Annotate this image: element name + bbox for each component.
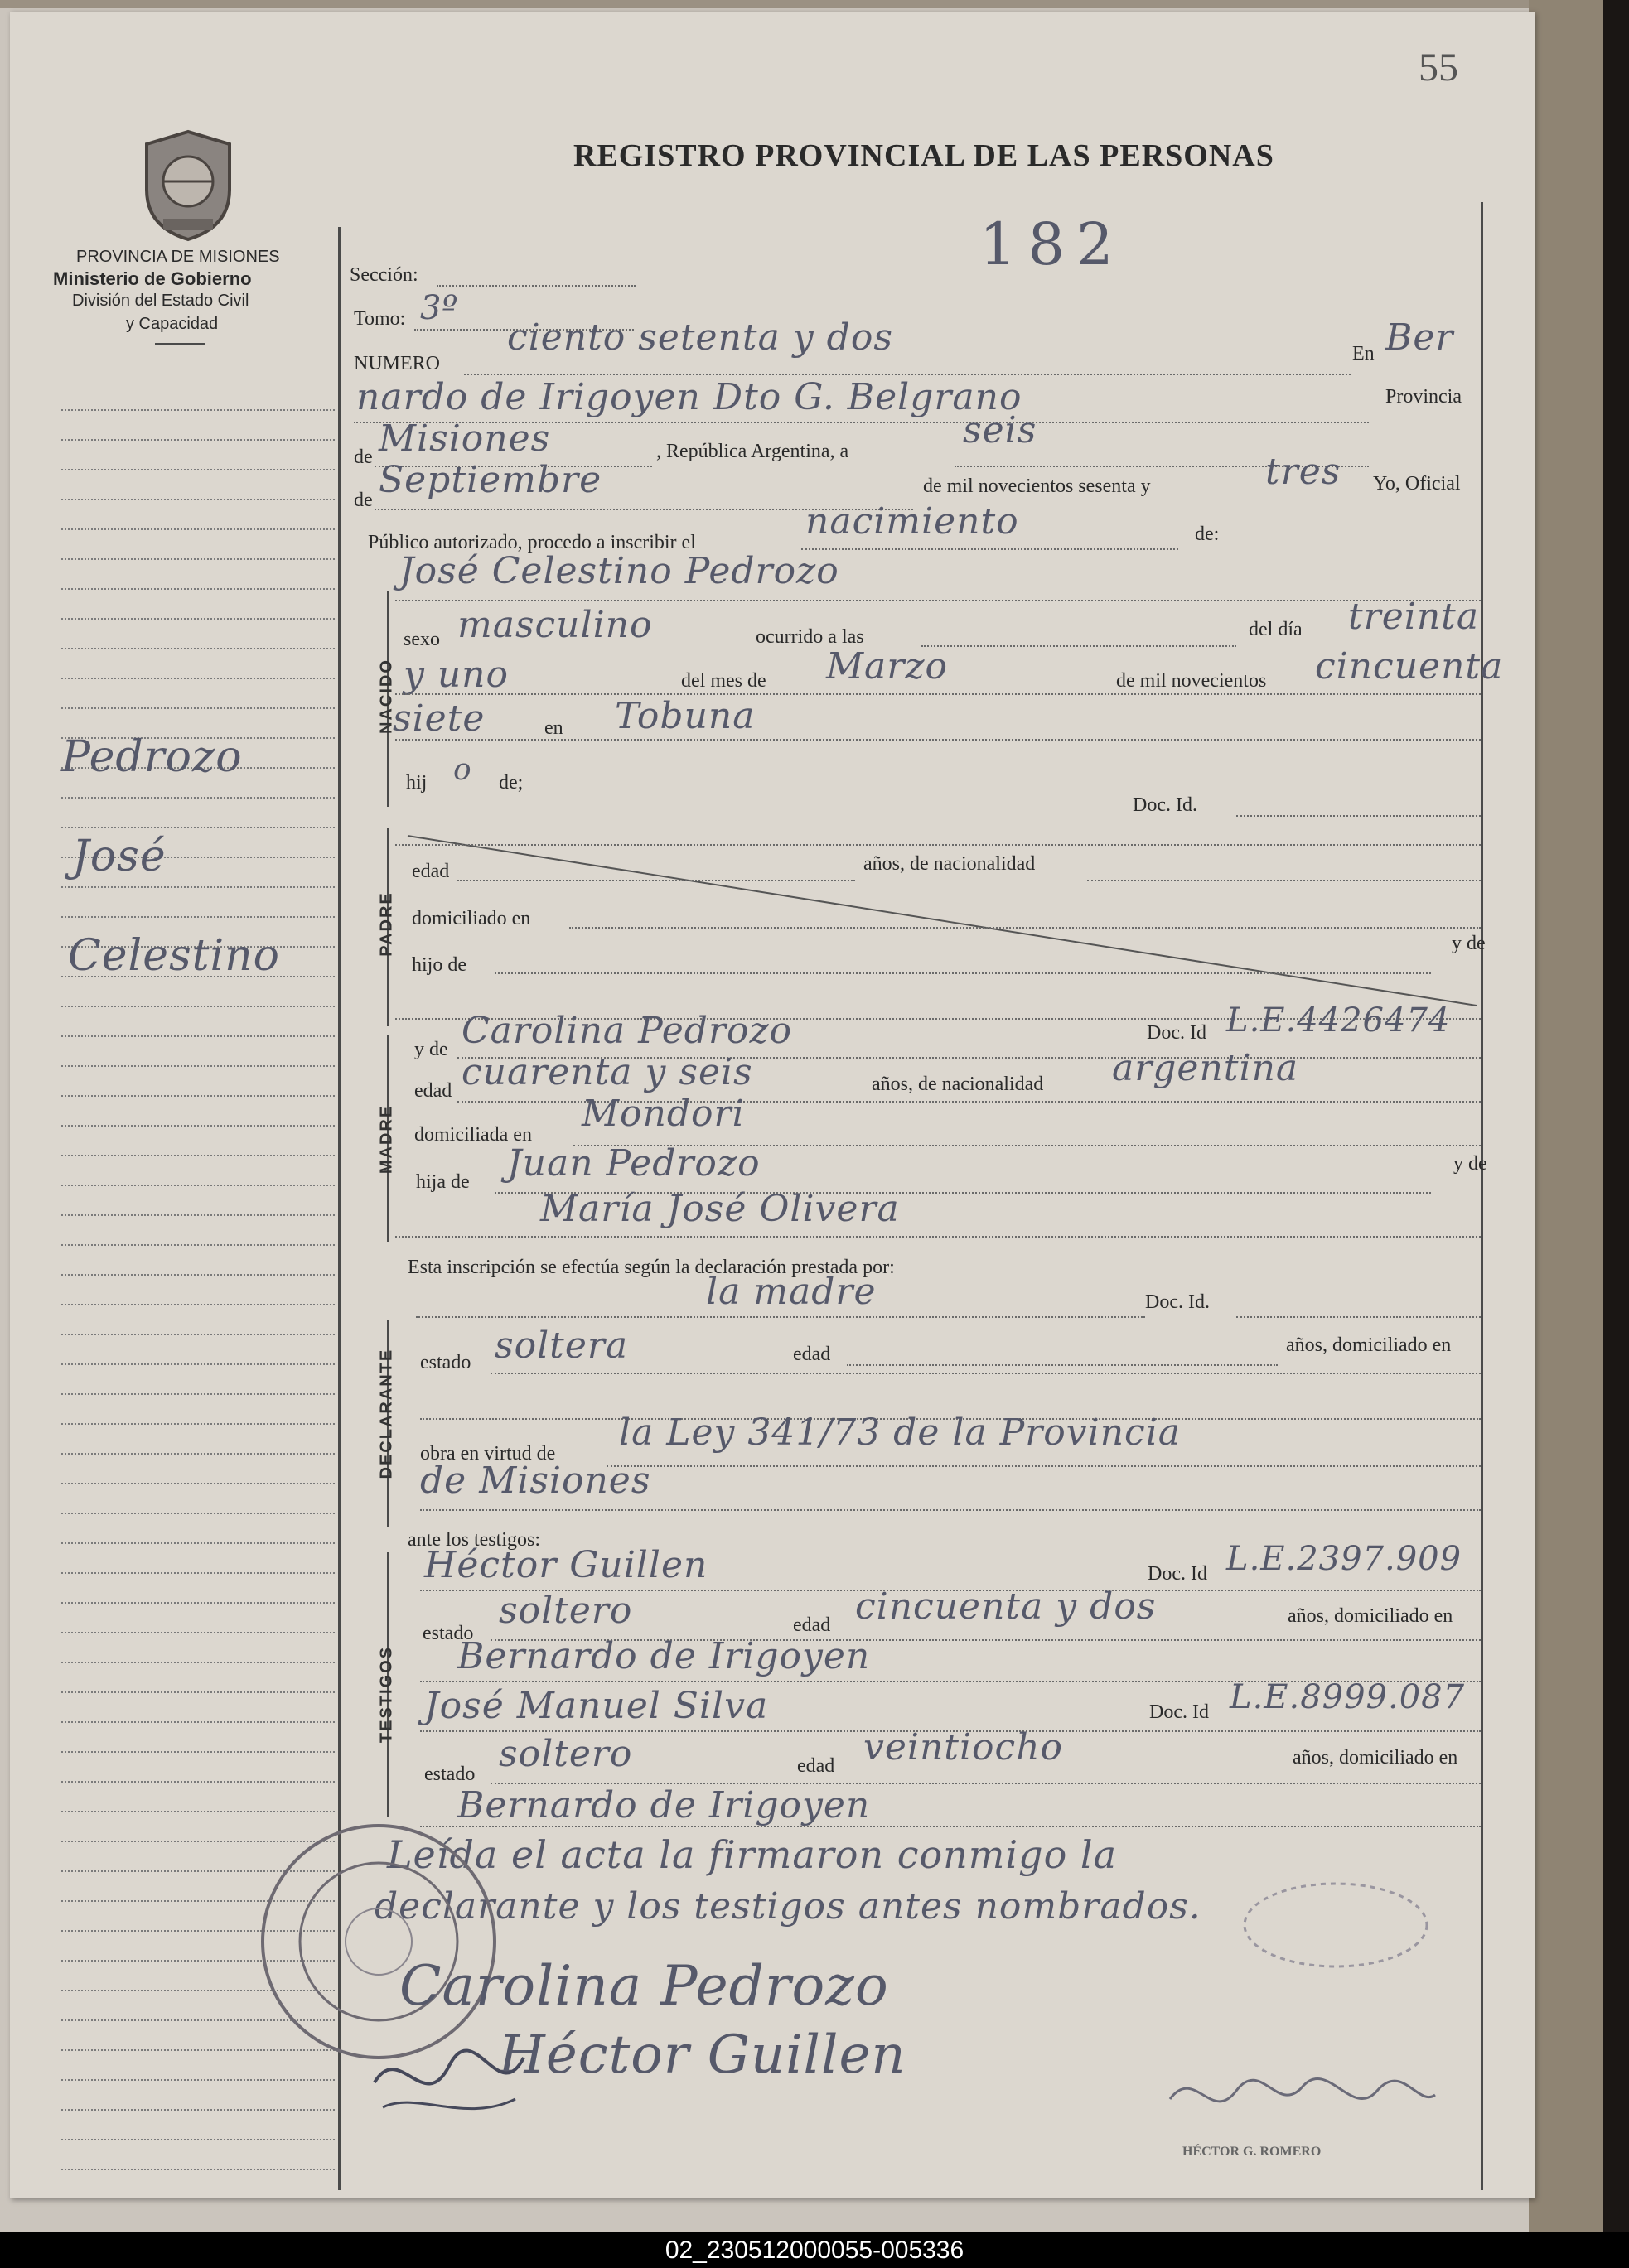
margin-rule	[61, 1006, 335, 1007]
mother-parent-line-2	[395, 1236, 1481, 1238]
edad-label: edad	[412, 861, 450, 882]
edad-mother-label: edad	[414, 1080, 452, 1102]
madre-section-label: MADRE	[377, 1104, 396, 1175]
en-2-label: en	[544, 717, 563, 739]
seccion-label: Sección:	[350, 264, 418, 286]
margin-rule	[61, 1691, 335, 1693]
mother-mother: María José Olivera	[540, 1188, 900, 1230]
padre-section-label: PADRE	[377, 891, 396, 957]
de-semi-label: de;	[499, 772, 524, 794]
margin-rule	[61, 528, 335, 530]
margin-rule	[61, 1185, 335, 1186]
margin-rule	[61, 1125, 335, 1127]
en-label: En	[1352, 343, 1375, 364]
margin-rule	[61, 1662, 335, 1663]
mother-nationality: argentina	[1112, 1047, 1299, 1089]
y-de-2-label: y de	[1453, 1153, 1487, 1175]
margin-rule	[61, 1095, 335, 1097]
witness-1-residence: Bernardo de Irigoyen	[457, 1635, 871, 1677]
anos-nac-mother-label: años, de nacionalidad	[872, 1074, 1044, 1095]
birth-month-value: Marzo	[826, 645, 948, 688]
register-leaf	[10, 12, 1535, 2198]
birth-day-value-2: y uno	[404, 654, 510, 696]
law-line	[607, 1465, 1481, 1467]
margin-rule	[61, 1214, 335, 1216]
margin-rule	[61, 886, 335, 888]
place-part-a: Ber	[1385, 316, 1454, 359]
margin-rule	[61, 1602, 335, 1604]
y-de-label: y de	[1452, 933, 1486, 954]
margin-surname: Pedrozo	[61, 732, 243, 782]
margin-rule	[61, 1304, 335, 1305]
estado-label: estado	[420, 1352, 471, 1373]
child-name-line	[395, 600, 1481, 601]
page-title: REGISTRO PROVINCIAL DE LAS PERSONAS	[573, 138, 1274, 173]
witness-2-doc: L.E.8999.087	[1230, 1678, 1466, 1716]
obra-label: obra en virtud de	[420, 1443, 556, 1465]
sex-value: masculino	[457, 604, 653, 646]
declarant-age-line	[847, 1364, 1278, 1366]
anos-dom-label: años, domiciliado en	[1286, 1334, 1452, 1356]
division-label: División del Estado Civil	[72, 292, 249, 310]
witness-1-status: soltero	[499, 1590, 633, 1632]
margin-rule	[61, 1781, 335, 1783]
place-part-b: nardo de Irigoyen Dto G. Belgrano	[356, 376, 1022, 418]
margin-rule	[61, 618, 335, 620]
witness-2-dom-line	[420, 1826, 1481, 1827]
de-mil-2-label: de mil novecientos	[1116, 670, 1267, 692]
doc-id-w1-label: Doc. Id	[1148, 1563, 1207, 1585]
stamp-icon	[1236, 1875, 1435, 1975]
mother-age: cuarenta y seis	[462, 1051, 753, 1093]
act-value: nacimiento	[805, 500, 1019, 543]
hij-label: hij	[406, 772, 428, 794]
margin-rule	[61, 1542, 335, 1544]
margin-rule	[61, 1155, 335, 1156]
tomo-value: 3º	[420, 289, 459, 327]
margin-rule	[61, 558, 335, 560]
entry-number: 182	[979, 210, 1125, 278]
margin-rule	[61, 1811, 335, 1812]
edad-w1-label: edad	[793, 1614, 831, 1636]
signature-witness: Héctor Guillen	[499, 2024, 906, 2086]
birth-place-line	[395, 739, 1481, 741]
birth-day-value: treinta	[1348, 596, 1480, 638]
edad-decl-label: edad	[793, 1344, 831, 1365]
coat-of-arms-icon	[138, 128, 238, 244]
provincia-value: Misiones	[379, 417, 551, 460]
margin-rule	[61, 1751, 335, 1753]
margin-rule	[61, 1244, 335, 1246]
mother-residence: Mondori	[582, 1093, 745, 1135]
margin-rule	[61, 1274, 335, 1276]
birth-year-value-2: siete	[393, 697, 486, 740]
witness-1-age: cincuenta y dos	[855, 1585, 1157, 1628]
witness-2-residence: Bernardo de Irigoyen	[457, 1784, 871, 1826]
doc-id-w2-label: Doc. Id	[1149, 1701, 1209, 1723]
anos-dom-w2-label: años, domiciliado en	[1293, 1747, 1458, 1769]
father-parent-line	[495, 972, 1431, 974]
hour-line	[921, 645, 1236, 647]
nacido-section-label: NACIDO	[377, 659, 396, 734]
margin-name: José	[72, 832, 167, 881]
division-label-2: y Capacidad	[126, 315, 219, 333]
divider	[155, 343, 205, 345]
margin-rule	[61, 409, 335, 411]
de-label: de	[354, 446, 373, 468]
edad-w2-label: edad	[797, 1755, 835, 1777]
margin-rule	[61, 827, 335, 828]
margin-rule	[61, 499, 335, 500]
child-name: José Celestino Pedrozo	[399, 550, 839, 592]
day-value: seis	[963, 409, 1037, 451]
margin-rule	[61, 1632, 335, 1633]
ministry-label: Ministerio de Gobierno	[53, 268, 252, 289]
margin-rule	[61, 2139, 335, 2140]
act-line	[801, 548, 1178, 550]
domiciliada-label: domiciliada en	[414, 1124, 532, 1146]
seccion-line	[437, 285, 636, 287]
witness-2-status: soltero	[499, 1733, 633, 1775]
de-label-2: de	[354, 490, 373, 511]
declarant-status: soltera	[495, 1325, 629, 1367]
declarant-status-line	[491, 1373, 1481, 1374]
mother-doc: L.E.4426474	[1226, 1001, 1451, 1040]
father-nat-line	[1087, 880, 1481, 881]
birth-year-value: cincuenta	[1315, 645, 1504, 688]
province-label: PROVINCIA DE MISIONES	[76, 248, 280, 266]
anos-dom-w1-label: años, domiciliado en	[1288, 1605, 1453, 1627]
de-mil-label: de mil novecientos sesenta y	[923, 475, 1151, 497]
margin-rule	[61, 1334, 335, 1335]
mother-father: Juan Pedrozo	[507, 1142, 761, 1185]
hij-suffix: o	[453, 753, 472, 787]
witness-2-name: José Manuel Silva	[424, 1685, 769, 1727]
margin-rule	[61, 678, 335, 679]
father-name-line	[395, 844, 1481, 846]
book-cover-edge	[0, 0, 1603, 8]
republica-label: , República Argentina, a	[656, 441, 849, 462]
book-cover-edge	[1529, 0, 1603, 2232]
official-seal-icon	[254, 1817, 503, 2066]
del-dia-label: del día	[1249, 619, 1303, 640]
margin-rule	[61, 1572, 335, 1574]
signature-scribble	[366, 2033, 532, 2132]
margin-name-2: Celestino	[68, 931, 280, 981]
form-border	[1481, 202, 1483, 2190]
publico-label: Público autorizado, procedo a inscribir el	[368, 532, 696, 553]
witness-1-name: Héctor Guillen	[424, 1544, 708, 1586]
father-age-line	[457, 880, 855, 881]
margin-rule	[61, 588, 335, 590]
margin-rule	[61, 648, 335, 649]
margin-rule	[61, 2109, 335, 2111]
declaracion-label: Esta inscripción se efectúa según la declaración prestada por:	[408, 1257, 895, 1278]
yo-oficial-label: Yo, Oficial	[1373, 473, 1461, 495]
margin-rule	[61, 1513, 335, 1514]
y-de-mother-label: y de	[414, 1039, 448, 1060]
ocurrido-label: ocurrido a las	[756, 626, 864, 648]
margin-rule	[61, 707, 335, 709]
doc-id-mother-label: Doc. Id	[1147, 1022, 1206, 1044]
del-mes-label: del mes de	[681, 670, 766, 692]
testigos-section-label: TESTIGOS	[377, 1645, 396, 1744]
margin-rule	[61, 1721, 335, 1723]
law-line-2	[420, 1509, 1481, 1511]
margin-rule	[61, 469, 335, 470]
testigos-label: ante los testigos:	[408, 1529, 540, 1551]
law-value: la Ley 341/73 de la Provincia	[619, 1411, 1181, 1454]
margin-rule	[61, 1453, 335, 1455]
doc-id-decl-label: Doc. Id.	[1145, 1291, 1210, 1313]
file-caption: 02_230512000055-005336	[0, 2232, 1629, 2268]
declarante-section-label: DECLARANTE	[377, 1348, 396, 1479]
month-value: Septiembre	[379, 459, 602, 501]
birth-date-line	[395, 693, 1481, 695]
doc-id-label: Doc. Id.	[1133, 794, 1197, 816]
signature-mother: Carolina Pedrozo	[399, 1954, 889, 2018]
provincia-label: Provincia	[1385, 386, 1462, 408]
anos-nac-label: años, de nacionalidad	[863, 853, 1036, 875]
numero-label: NUMERO	[354, 353, 441, 374]
margin-rule	[61, 1423, 335, 1425]
witness-1-doc: L.E.2397.909	[1226, 1540, 1462, 1578]
margin-rule	[61, 439, 335, 441]
officer-signature	[1162, 2058, 1443, 2132]
declarant-doc-line	[1236, 1316, 1481, 1318]
estado-w2-label: estado	[424, 1764, 476, 1785]
numero-line	[464, 374, 1351, 375]
margin-rule	[61, 2079, 335, 2081]
hijo-de-label: hijo de	[412, 954, 466, 976]
domiciliado-label: domiciliado en	[412, 908, 531, 929]
de-colon-label: de:	[1195, 524, 1220, 545]
mother-name: Carolina Pedrozo	[462, 1010, 793, 1052]
doc-id-line	[1236, 815, 1481, 817]
officer-stamp-text: HÉCTOR G. ROMERO	[1182, 2145, 1322, 2159]
numero-value: ciento setenta y dos	[507, 316, 893, 359]
closing-line-2: declarante y los testigos antes nombrados.	[375, 1885, 1201, 1928]
declarant-value: la madre	[706, 1271, 877, 1313]
page-number: 55	[1419, 46, 1458, 89]
margin-rule	[61, 797, 335, 799]
margin-rule	[61, 916, 335, 918]
closing-line-1: Leída el acta la firmaron conmigo la	[387, 1832, 1118, 1877]
birth-place-value: Tobuna	[615, 695, 756, 737]
tomo-label: Tomo:	[354, 308, 406, 330]
hija-de-label: hija de	[416, 1171, 470, 1193]
margin-rule	[61, 2169, 335, 2170]
margin-rule	[61, 1363, 335, 1365]
margin-rule	[61, 1393, 335, 1395]
law-value-2: de Misiones	[420, 1460, 651, 1502]
sexo-label: sexo	[404, 629, 440, 650]
year-value: tres	[1265, 451, 1341, 493]
margin-rule	[61, 1483, 335, 1484]
witness-2-age: veintiocho	[863, 1726, 1064, 1769]
declarant-line	[416, 1316, 1145, 1318]
margin-rule	[61, 1065, 335, 1067]
estado-w1-label: estado	[423, 1623, 474, 1644]
father-dom-line	[569, 927, 1481, 929]
margin-rule	[61, 1035, 335, 1037]
